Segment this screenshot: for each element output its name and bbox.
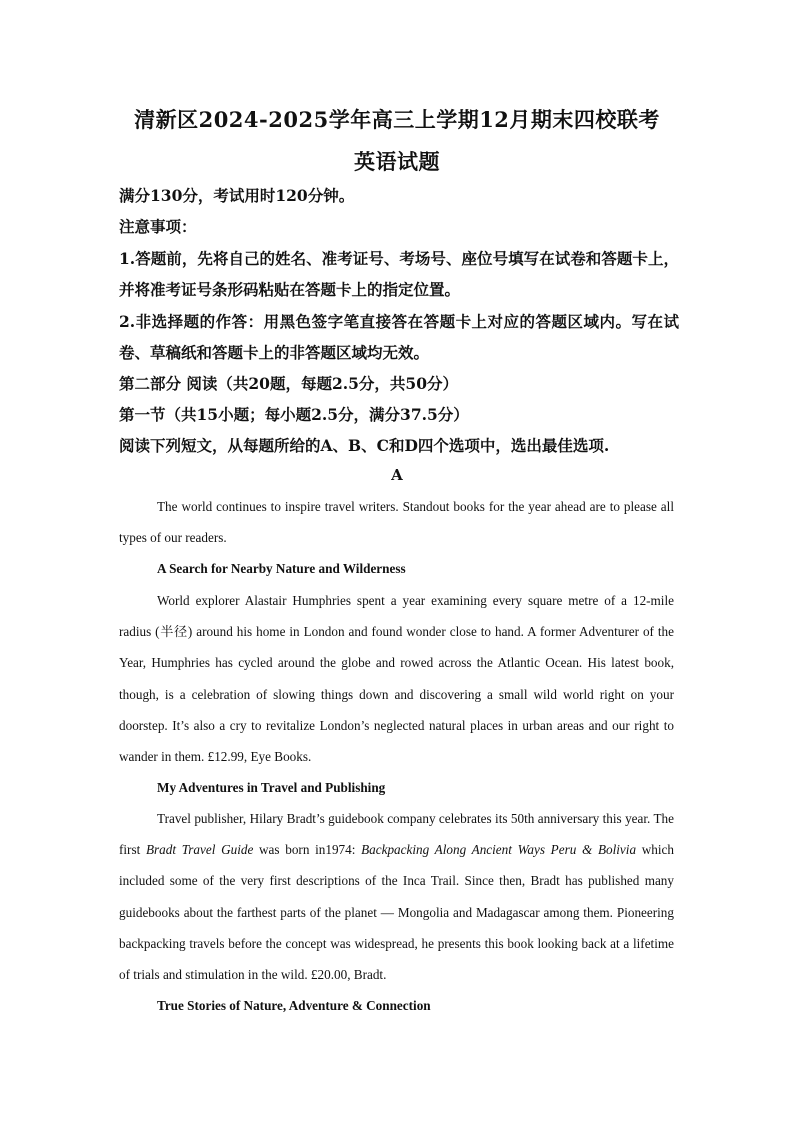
passage-intro: The world continues to inspire travel writers. Standout books for the year ahead are to please all types of our readers. (119, 499, 674, 546)
book-1-description: World explorer Alastair Humphries spent a year examining every square metre of a 12-mile radius (半径) around his home in London and found wonder close to hand. A former Adventurer of the Year, Humphries has cycled around the globe and rowed across the Atlantic Ocean. His latest book, though, is a celebration of slowing things down and discovering a small wild world right on your doorstep. It’s also a cry to revitalize London’s neglected natural places in urban areas and our right to wander in them. £12.99, Eye Books. (119, 593, 674, 765)
book-2-description: Travel publisher, Hilary Bradt’s guidebook company celebrates its 50th anniversary this year. The first Bradt Travel Guide was born in1974: Backpacking Along Ancient Ways Peru & Bolivia which included some of the very first descriptions of the Inca Trail. Since then, Bradt has published many guidebooks about the farthest parts of the planet — Mongolia and Madagascar among them. Pioneering backpacking travels before the concept was widespread, he presents this book looking back at a lifetime of trials and stimulation in the wild. £20.00, Bradt. (119, 811, 674, 983)
note-2-line-2: 卷、草稿纸和答题卡上的非答题区域均无效。 (119, 343, 430, 362)
note-1-line-2: 并将准考证号条形码粘贴在答题卡上的指定位置。 (119, 280, 461, 299)
score-line: 满分130分，考试用时120分钟。 (119, 186, 355, 205)
passage-label: A (391, 466, 403, 484)
book-2-title: My Adventures in Travel and Publishing (157, 780, 386, 795)
note-2-line-1: 2.非选择题的作答：用黑色签字笔直接答在答题卡上对应的答题区域内。写在试 (119, 312, 679, 331)
exam-subtitle: 英语试题 (354, 149, 440, 174)
book-3-title: True Stories of Nature, Adventure & Connection (157, 998, 431, 1013)
part-two-heading: 第二部分 阅读（共20题，每题2.5分，共50分） (119, 374, 459, 393)
reading-directions: 阅读下列短文，从每题所给的A、B、C和D四个选项中，选出最佳选项. (119, 436, 610, 455)
book-1-title: A Search for Nearby Nature and Wilderness (157, 561, 406, 576)
notes-title: 注意事项： (119, 217, 197, 236)
section-one-heading: 第一节（共15小题；每小题2.5分，满分37.5分） (119, 405, 469, 424)
note-1-line-1: 1.答题前，先将自己的姓名、准考证号、考场号、座位号填写在试卷和答题卡上， (119, 249, 679, 268)
exam-title: 清新区2024-2025学年高三上学期12月期末四校联考 (134, 107, 660, 132)
